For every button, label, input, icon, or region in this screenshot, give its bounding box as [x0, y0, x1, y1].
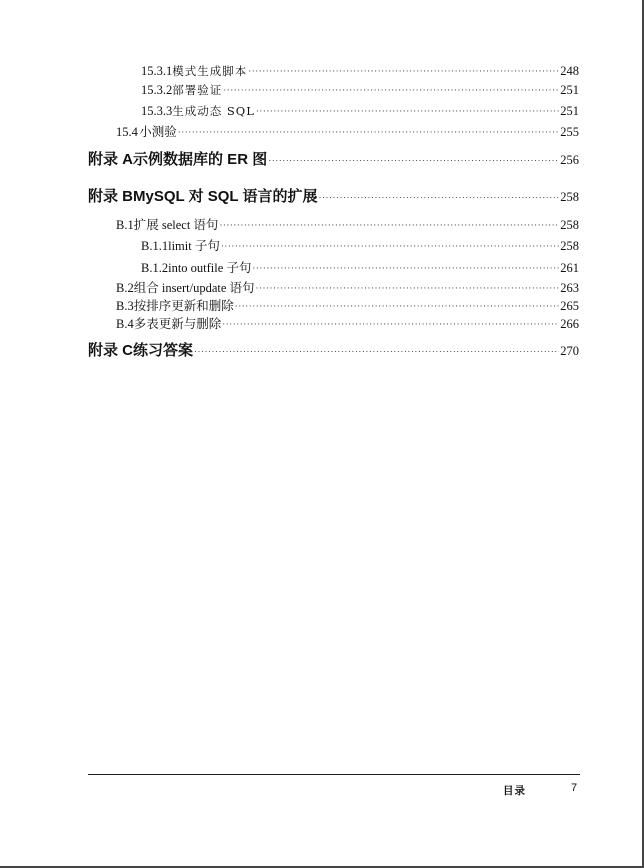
toc-entry-number: 15.4	[116, 125, 138, 139]
dot-leader	[256, 102, 559, 120]
toc-entry-number: B.1	[116, 218, 134, 232]
toc-entry-number: 15.3.3	[141, 104, 173, 118]
toc-entry-page: 270	[560, 344, 579, 358]
toc-entry-number: 15.3.2	[141, 83, 173, 97]
toc-entry-page: 251	[560, 104, 579, 118]
footer-page-number: 7	[571, 782, 578, 794]
toc-entry-number: B.1.1	[141, 239, 169, 253]
toc-entry-page: 258	[560, 218, 579, 232]
toc-entry-title: 部署验证	[172, 83, 223, 97]
toc-entry-number: 附录 C	[88, 342, 134, 359]
toc-entry-page: 255	[560, 125, 579, 139]
toc-entry-title: 生成动态 SQL	[172, 104, 255, 118]
dot-leader	[223, 81, 559, 99]
toc-entry-number: 附录 B	[88, 188, 134, 205]
dot-leader	[221, 237, 559, 255]
toc-entry[interactable]	[141, 62, 579, 80]
toc-entry-number: 附录 A	[88, 151, 134, 168]
toc-entry-page: 248	[560, 64, 579, 78]
toc-entry-page: 265	[560, 299, 579, 313]
toc-entry-number: B.4	[116, 317, 134, 331]
footer-divider	[88, 774, 580, 775]
dot-leader	[256, 279, 560, 297]
toc-appendix-entry[interactable]	[88, 149, 579, 171]
toc-entry-title: 扩展 select 语句	[133, 218, 219, 232]
toc-entry-title: 练习答案	[133, 342, 194, 359]
toc-entry-page: 256	[560, 153, 579, 167]
toc-entry-title: into outfile 子句	[168, 261, 252, 275]
toc-entry-number: 15.3.1	[141, 64, 173, 78]
dot-leader	[194, 340, 559, 362]
dot-leader	[178, 123, 559, 141]
toc-entry-title: MySQL 对 SQL 语言的扩展	[133, 188, 318, 205]
dot-leader	[248, 62, 559, 80]
footer-section-label: 目录	[503, 785, 526, 797]
toc-entry[interactable]	[116, 216, 579, 234]
toc-entry-page: 251	[560, 83, 579, 97]
toc-entry-title: 示例数据库的 ER 图	[133, 151, 268, 168]
dot-leader	[235, 297, 560, 315]
dot-leader	[252, 259, 559, 277]
toc-entry[interactable]	[116, 315, 579, 333]
toc-entry-number: B.2	[116, 281, 134, 295]
toc-entry-title: limit 子句	[168, 239, 220, 253]
toc-entry-page: 263	[560, 281, 579, 295]
toc-entry[interactable]	[141, 81, 579, 99]
toc-entry-number: B.1.2	[141, 261, 169, 275]
toc-entry[interactable]	[116, 297, 579, 315]
toc-entry-number: B.3	[116, 299, 134, 313]
toc-appendix-entry[interactable]	[88, 186, 579, 208]
toc-entry-title: 模式生成脚本	[172, 64, 248, 78]
toc-entry-title: 组合 insert/update 语句	[133, 281, 255, 295]
toc-entry-title: 小测验	[139, 125, 177, 139]
toc-entry[interactable]	[141, 259, 579, 277]
dot-leader	[318, 186, 559, 208]
toc-entry-title: 多表更新与删除	[133, 317, 222, 331]
toc-entry[interactable]	[116, 279, 579, 297]
toc-entry-page: 266	[560, 317, 579, 331]
toc-entry-title: 按排序更新和删除	[133, 299, 234, 313]
toc-entry-page: 258	[560, 190, 579, 204]
toc-entry-page: 258	[560, 239, 579, 253]
dot-leader	[222, 315, 559, 333]
toc-entry[interactable]	[141, 102, 579, 120]
toc-appendix-entry[interactable]	[88, 340, 579, 362]
toc-entry-page: 261	[560, 261, 579, 275]
toc-entry[interactable]	[141, 237, 579, 255]
dot-leader	[268, 149, 559, 171]
dot-leader	[219, 216, 559, 234]
toc-entry[interactable]	[116, 123, 579, 141]
